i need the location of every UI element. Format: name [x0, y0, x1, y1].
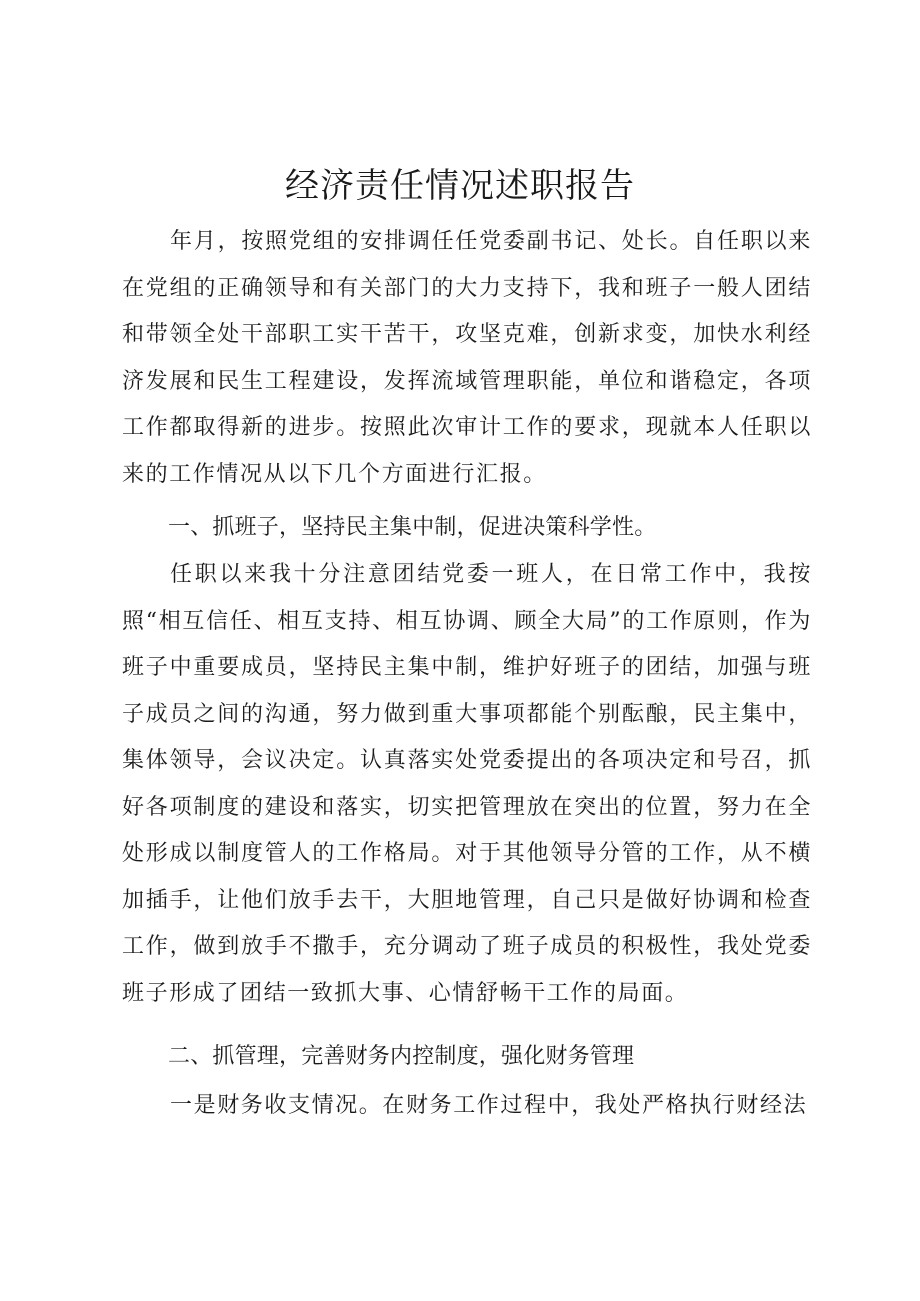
- paragraph-intro: 年月，按照党组的安排调任任党委副书记、处长。自任职以来在党组的正确领导和有关部门的大力支持下，我和班子一般人团结和带领全处干部职工实干苦干，攻坚克难，创新求变，加快水利经济发展和民生工程建设，发挥流域管理职能，单位和谐稳定，各项工作都取得新的进步。按照此次审计工作的要求，现就本人任职以来的工作情况从以下几个方面进行汇报。: [122, 229, 812, 487]
- document-title: 经济责任情况述职报告: [285, 166, 635, 206]
- section-heading-2: 二、抓管理，完善财务内控制度，强化财务管理: [168, 1044, 635, 1069]
- paragraph-section-2: 一是财务收支情况。在财务工作过程中，我处严格执行财经法: [170, 1093, 808, 1118]
- section-heading-1: 一、抓班子，坚持民主集中制，促进决策科学性。: [168, 515, 657, 540]
- paragraph-section-1: 任职以来我十分注意团结党委一班人，在日常工作中，我按照“相互信任、相互支持、相互协调、顾全大局”的工作原则，作为班子中重要成员，坚持民主集中制，维护好班子的团结，加强与班子成员之间的沟通，努力做到重大事项都能个别酝酿，民主集中，集体领导，会议决定。认真落实处党委提出的各项决定和号召，抓好各项制度的建设和落实，切实把管理放在突出的位置，努力在全处形成以制度管人的工作格局。对于其他领导分管的工作，从不横加插手，让他们放手去干，大胆地管理，自己只是做好协调和检查工作，做到放手不撒手，充分调动了班子成员的积极性，我处党委班子形成了团结一致抓大事、心情舒畅干工作的局面。: [122, 562, 812, 1006]
